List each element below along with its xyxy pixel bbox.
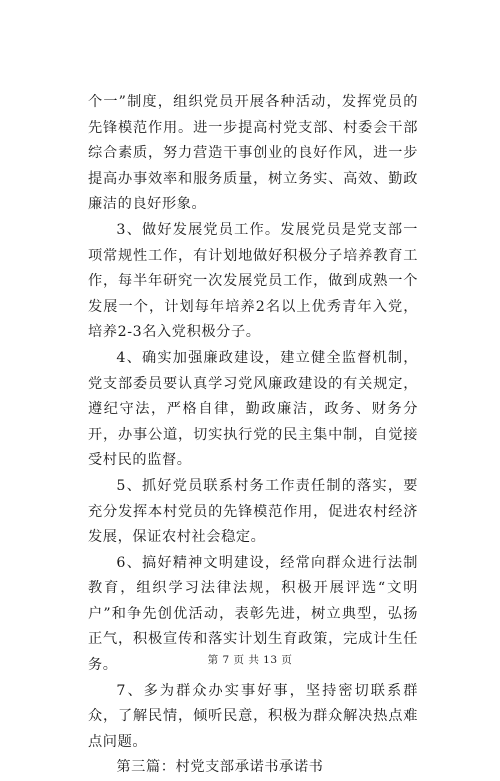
section-heading: 第三篇：村党支部承诺书承诺书 bbox=[116, 759, 324, 776]
paragraph-item-3: 3、做好发展党员工作。发展党员是党支部一项常规性工作，有计划地做好积极分子培养教育工作，每半年研究一次发展党员工作，做到成熟一个发展一个，计划每年培养2名以上优秀青年入党，培养2-3名入党积极分子。 bbox=[88, 221, 418, 341]
document-body bbox=[88, 90, 418, 781]
paragraph-item-7: 7、多为群众办实事好事，坚持密切联系群众，了解民情，倾听民意，积极为群众解决热点难点问题。 bbox=[88, 682, 418, 750]
paragraph-item-4: 4、确实加强廉政建设，建立健全监督机制，党支部委员要认真学习党风廉政建设的有关规定，遵纪守法，严格自律，勤政廉洁，政务、财务分开，办事公道，切实执行党的民主集中制，自觉接受村民的监督。 bbox=[88, 349, 418, 469]
page-footer: 第 7 页 共 13 页 bbox=[207, 654, 293, 666]
paragraph-continuation: 个一”制度，组织党员开展各种活动，发挥党员的先锋模范作用。进一步提高村党支部、村委会干部综合素质，努力营造干事创业的良好作风，进一步提高办事效率和服务质量，树立务实、高效、勤政廉洁的良好形象。 bbox=[88, 94, 418, 213]
paragraph-item-5: 5、抓好党员联系村务工作责任制的落实，要充分发挥本村党员的先锋模范作用，促进农村经济发展，保证农村社会稳定。 bbox=[88, 477, 418, 546]
paragraph-item-6: 6、搞好精神文明建设，经常向群众进行法制教育，组织学习法律法规，积极开展评选“文明户”和争先创优活动，表彰先进，树立典型，弘扬正气，积极宣传和落实计划生育政策，完成计生任务。 bbox=[88, 554, 418, 674]
